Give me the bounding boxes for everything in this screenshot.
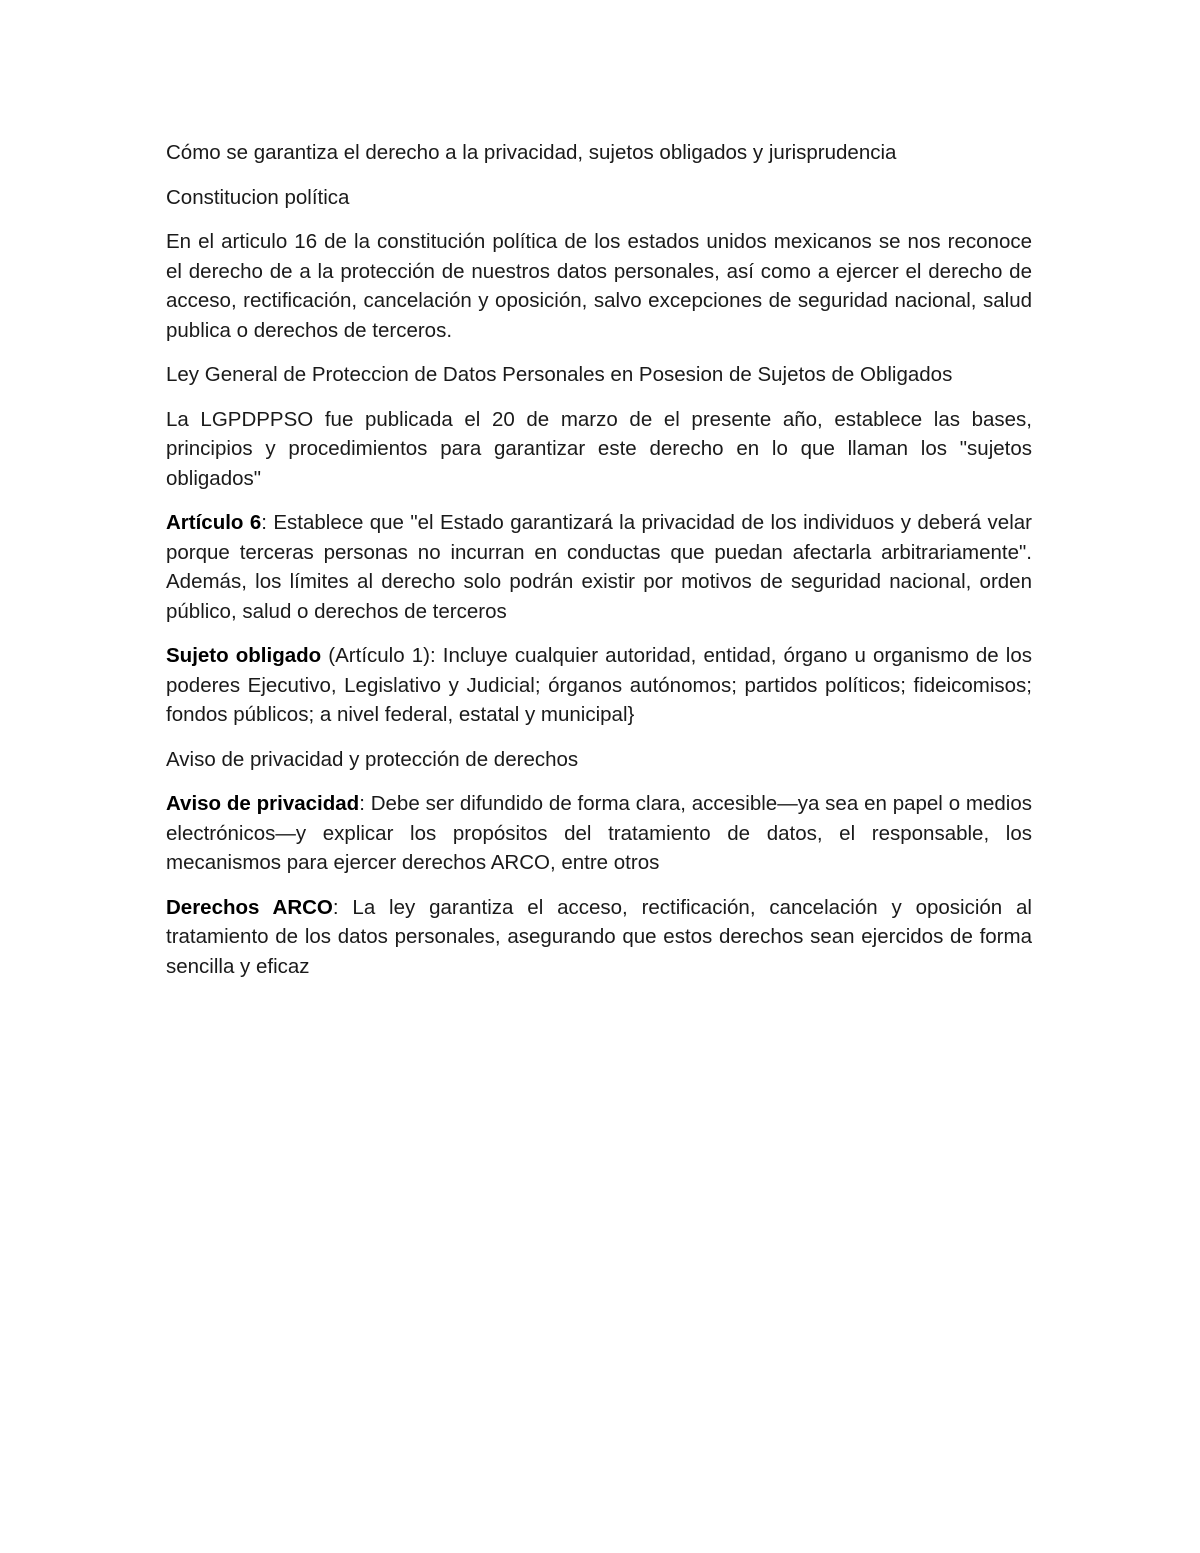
document-body bbox=[166, 138, 1032, 996]
heading-constitucion: Constitucion política bbox=[166, 185, 350, 209]
aviso-privacidad-text: : Debe ser difundido de forma clara, accesible—ya sea en papel o medios electrónicos—y explicar los propósitos del tratamiento de datos, el responsable, los mecanismos para ejercer derechos ARCO, entre otros bbox=[166, 792, 1033, 874]
paragraph-lgpdppso: La LGPDPPSO fue publicada el 20 de marzo de el presente año, establece las bases, principios y procedimientos para garantizar este derecho en lo que llaman los "sujetos obligados" bbox=[166, 407, 1032, 490]
paragraph-derechos-arco bbox=[166, 893, 1032, 982]
heading-ley-general: Ley General de Proteccion de Datos Personales en Posesion de Sujetos de Obligados bbox=[166, 363, 953, 386]
heading-aviso: Aviso de privacidad y protección de derechos bbox=[166, 747, 579, 771]
paragraph-aviso-privacidad bbox=[166, 789, 1032, 878]
sujeto-obligado-label: Sujeto obligado bbox=[166, 644, 322, 667]
derechos-arco-label: Derechos ARCO bbox=[166, 895, 333, 919]
paragraph-articulo-16: En el articulo 16 de la constitución política de los estados unidos mexicanos se nos reconoce el derecho de a la protección de nuestros datos personales, así como a ejercer el derecho de acceso, rectificación, cancelación y oposición, salvo excepciones de seguridad nacional, salud publica o derechos de terceros. bbox=[166, 230, 1032, 342]
derechos-arco-text: : La ley garantiza el acceso, rectificación, cancelación y oposición al tratamiento de los datos personales, asegurando que estos derechos sean ejercidos de forma sencilla y eficaz bbox=[166, 895, 1032, 978]
articulo-6-text: : Establece que "el Estado garantizará la privacidad de los individuos y deberá velar porque terceras personas no incurran en conductas que puedan afectarla arbitrariamente". Además, los límites al derecho solo podrán existir por motivos de seguridad nacional, orden público, salud o derechos de terceros bbox=[166, 511, 1032, 623]
sujeto-obligado-text: (Artículo 1): Incluye cualquier autoridad, entidad, órgano u organismo de los poderes Ejecutivo, Legislativo y Judicial; órganos autónomos; partidos políticos; fideicomisos; fondos públicos; a nivel federal, estatal y municipal} bbox=[166, 644, 1032, 726]
paragraph-articulo-6 bbox=[166, 508, 1032, 626]
articulo-6-label: Artículo 6 bbox=[166, 511, 262, 534]
aviso-privacidad-label: Aviso de privacidad bbox=[166, 792, 360, 815]
document-title: Cómo se garantiza el derecho a la privacidad, sujetos obligados y jurisprudencia bbox=[166, 141, 897, 164]
paragraph-sujeto-obligado bbox=[166, 641, 1032, 730]
